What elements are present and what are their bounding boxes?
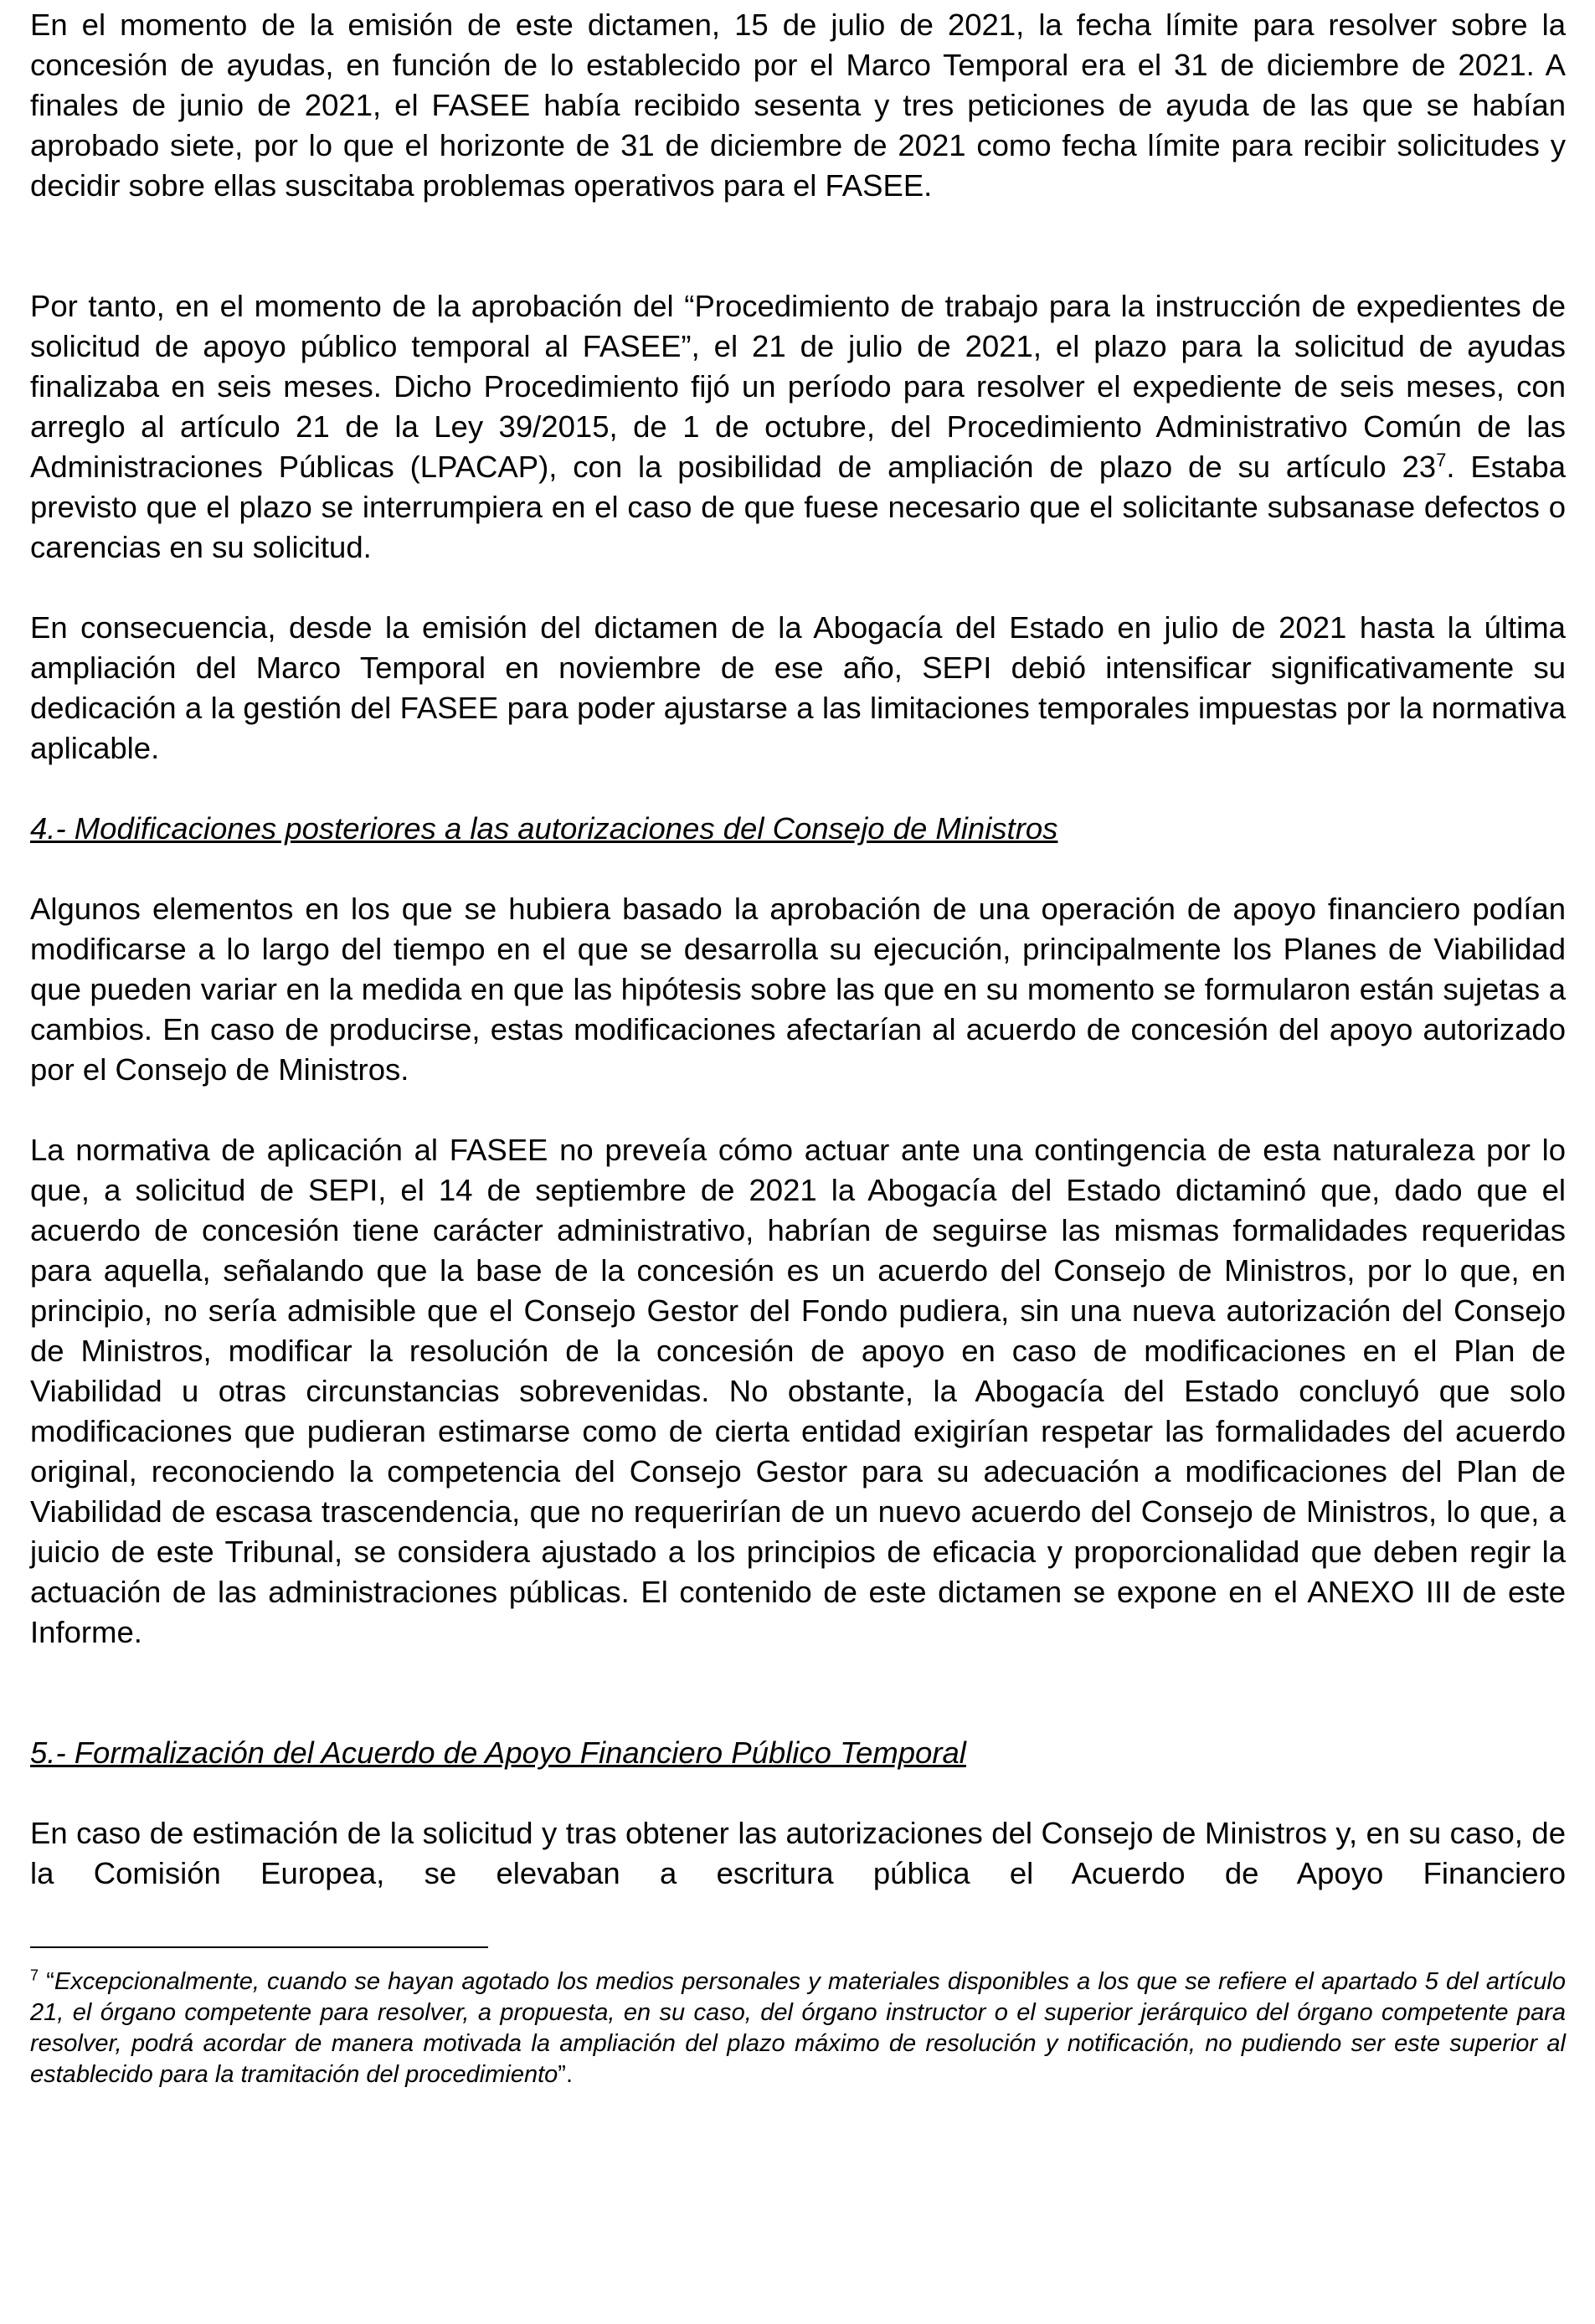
footnote-reference: 7 <box>1436 449 1447 470</box>
section-heading-modificaciones: 4.- Modificaciones posteriores a las autorizaciones del Consejo de Ministros <box>30 811 1058 846</box>
paragraph-estimacion-solicitud: En caso de estimación de la solicitud y tras obtener las autorizaciones del Consejo de Ministros y, en su caso, de la Comisión Europea, se elevaban a escritura pública el Acuerdo de Apoyo Financiero <box>30 1816 1566 1890</box>
footnote-text: Excepcionalmente, cuando se hayan agotado los medios personales y materiales disponibles a los que se refiere el apartado 5 del artículo 21, el órgano competente para resolver, a propuesta, en su caso, del órgano instructor o el superior jerárquico del órgano competente para resolver, podrá acordar de manera motivada la ampliación del plazo máximo de resolución y notificación, no pudiendo ser este superior al establecido para la tramitación del procedimiento <box>30 1968 1566 2088</box>
paragraph-procedimiento-text-b: . Estaba previsto que el plazo se interrumpiera en el caso de que fuese necesario que el solicitante subsanase defectos o carencias en su solicitud. <box>30 450 1566 564</box>
paragraph-normativa-fasee: La normativa de aplicación al FASEE no preveía cómo actuar ante una contingencia de esta naturaleza por lo que, a solicitud de SEPI, el 14 de septiembre de 2021 la Abogacía del Estado dictaminó que, dado que el acuerdo de concesión tiene carácter administrativo, habrían de seguirse las mismas formalidades requeridas para aquella, señalando que la base de la concesión es un acuerdo del Consejo de Ministros, por lo que, en principio, no sería admisible que el Consejo Gestor del Fondo pudiera, sin una nueva autorización del Consejo de Ministros, modificar la resolución de la concesión de apoyo en caso de modificaciones en el Plan de Viabilidad u otras circunstancias sobrevenidas. No obstante, la Abogacía del Estado concluyó que solo modificaciones que pudieran estimarse como de cierta entidad exigirían respetar las formalidades del acuerdo original, reconociendo la competencia del Consejo Gestor para su adecuación a modificaciones del Plan de Viabilidad de escasa trascendencia, que no requerirían de un nuevo acuerdo del Consejo de Ministros, lo que, a juicio de este Tribunal, se considera ajustado a los principios de eficacia y proporcionalidad que deben regir la actuación de las administraciones públicas. El contenido de este dictamen se expone en el ANEXO III de este Informe. <box>30 1133 1566 1649</box>
paragraph-emision-dictamen: En el momento de la emisión de este dictamen, 15 de julio de 2021, la fecha límite para resolver sobre la concesión de ayudas, en función de lo establecido por el Marco Temporal era el 31 de diciembre de 2021. A finales de junio de 2021, el FASEE había recibido sesenta y tres peticiones de ayuda de las que se habían aprobado siete, por lo que el horizonte de 31 de diciembre de 2021 como fecha límite para recibir solicitudes y decidir sobre ellas suscitaba problemas operativos para el FASEE. <box>30 8 1566 203</box>
footnote-7 <box>30 1967 1566 2090</box>
paragraph-procedimiento-text-a: Por tanto, en el momento de la aprobación del “Procedimiento de trabajo para la instrucción de expedientes de solicitud de apoyo público temporal al FASEE”, el 21 de julio de 2021, el plazo para la solicitud de ayudas finalizaba en seis meses. Dicho Procedimiento fijó un período para resolver el expediente de seis meses, con arreglo al artículo 21 de la Ley 39/2015, de 1 de octubre, del Procedimiento Administrativo Común de las Administraciones Públicas (LPACAP), con la posibilidad de ampliación de plazo de su artículo 23 <box>30 289 1566 484</box>
paragraph-elementos-apoyo: Algunos elementos en los que se hubiera basado la aprobación de una operación de apoyo financiero podían modificarse a lo largo del tiempo en el que se desarrolla su ejecución, principalmente los Planes de Viabilidad que pueden variar en la medida en que las hipótesis sobre las que en su momento se formularon están sujetas a cambios. En caso de producirse, estas modificaciones afectarían al acuerdo de concesión del apoyo autorizado por el Consejo de Ministros. <box>30 892 1566 1087</box>
footnote-close-quote: ”. <box>558 2061 574 2088</box>
footnote-separator <box>30 1946 488 1948</box>
footnote-number: 7 <box>30 1967 39 1984</box>
section-heading-formalizacion: 5.- Formalización del Acuerdo de Apoyo Financiero Público Temporal <box>30 1735 966 1770</box>
paragraph-procedimiento-trabajo <box>30 286 1566 568</box>
footnote-open-quote: “ <box>46 1968 54 1995</box>
paragraph-consecuencia: En consecuencia, desde la emisión del dictamen de la Abogacía del Estado en julio de 2021 hasta la última ampliación del Marco Temporal en noviembre de ese año, SEPI debió intensificar significativamente su dedicación a la gestión del FASEE para poder ajustarse a las limitaciones temporales impuestas por la normativa aplicable. <box>30 610 1566 765</box>
